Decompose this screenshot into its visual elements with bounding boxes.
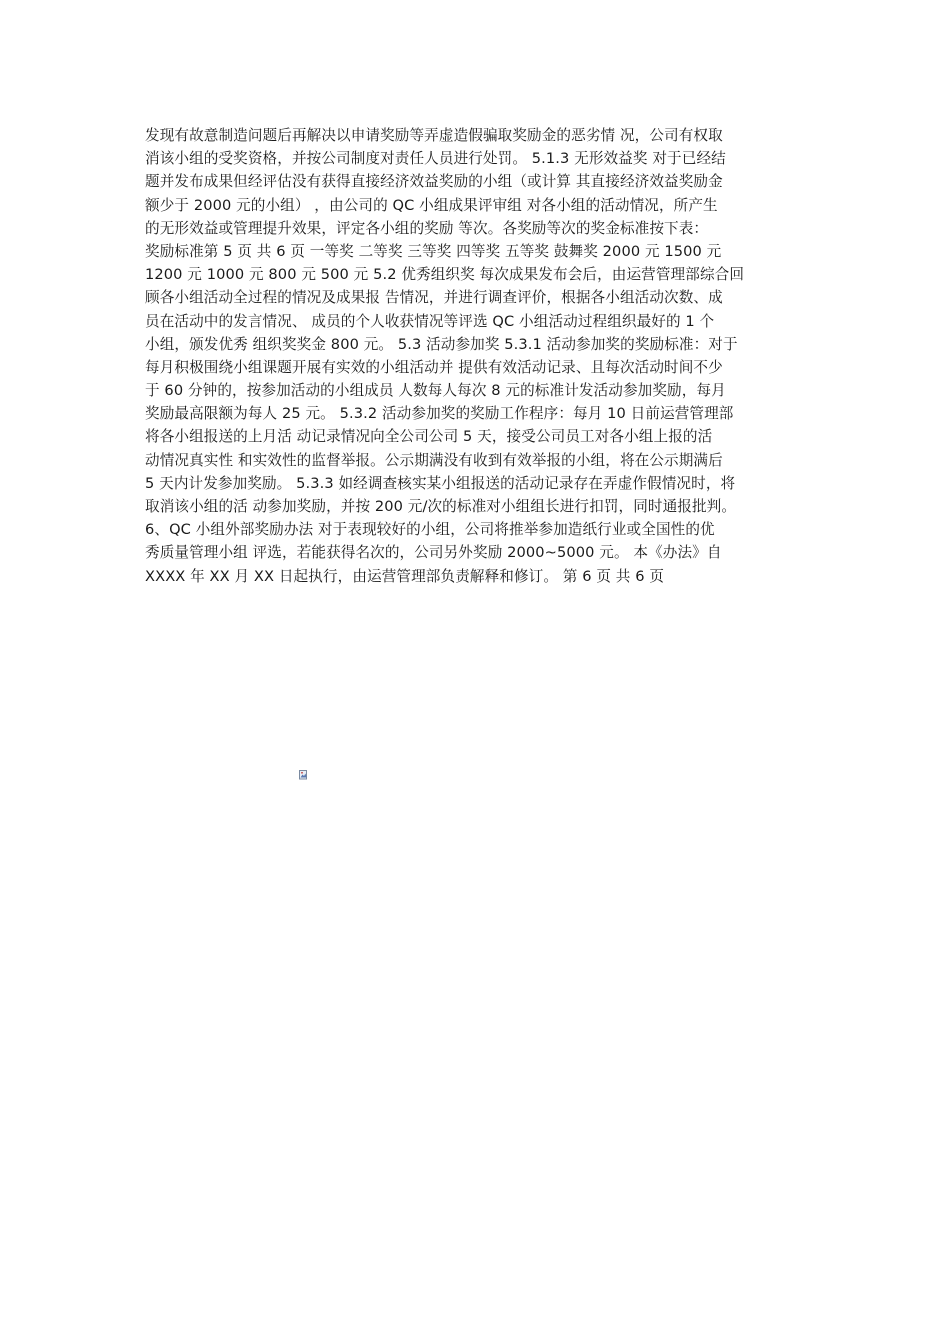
text-line: 于 60 分钟的，按参加活动的小组成员 人数每人每次 8 元的标准计发活动参加奖励，每月 xyxy=(145,382,726,400)
text-line: 顾各小组活动全过程的情况及成果报 告情况，并进行调查评价，根据各小组活动次数、成 xyxy=(145,289,723,307)
text-line: 小组，颁发优秀 组织奖奖金 800 元。 5.3 活动参加奖 5.3.1 活动参加奖的奖励标准：对于 xyxy=(145,335,738,353)
text-line: XXXX 年 XX 月 XX 日起执行，由运营管理部负责解释和修订。 第 6 页 共 6 页 xyxy=(145,567,665,585)
text-line: 5 天内计发参加奖励。 5.3.3 如经调查核实某小组报送的活动记录存在弄虚作假情况时，将 xyxy=(145,474,736,492)
text-line: 将各小组报送的上月活 动记录情况向全公司公司 5 天，接受公司员工对各小组上报的活 xyxy=(145,428,713,446)
text-line: 每月积极围绕小组课题开展有实效的小组活动并 提供有效活动记录、且每次活动时间不少 xyxy=(145,358,723,376)
text-line: 取消该小组的活 动参加奖励，并按 200 元/次的标准对小组组长进行扣罚，同时通报批判。 xyxy=(145,498,737,515)
text-line: 消该小组的受奖资格，并按公司制度对责任人员进行处罚。 5.1.3 无形效益奖 对于已经结 xyxy=(145,150,726,168)
text-line: 的无形效益或管理提升效果，评定各小组的奖励 等次。各奖励等次的奖金标准按下表： xyxy=(145,219,709,237)
text-line: 奖励标准第 5 页 共 6 页 一等奖 二等奖 三等奖 四等奖 五等奖 鼓舞奖 2000 元 1500 元 xyxy=(145,242,722,260)
text-line: 6、QC 小组外部奖励办法 对于表现较好的小组，公司将推举参加造纸行业或全国性的优 xyxy=(145,521,715,539)
text-line: 题并发布成果但经评估没有获得直接经济效益奖励的小组（或计算 其直接经济效益奖励金 xyxy=(145,173,723,191)
text-line: 奖励最高限额为每人 25 元。 5.3.2 活动参加奖的奖励工作程序：每月 10 日前运营管理部 xyxy=(145,405,734,423)
text-line: 额少于 2000 元的小组） ，由公司的 QC 小组成果评审组 对各小组的活动情况，所产生 xyxy=(145,196,718,214)
text-line: 秀质量管理小组 评选，若能获得名次的，公司另外奖励 2000~5000 元。 本《办法》自 xyxy=(145,544,722,562)
text-line: 发现有故意制造问题后再解决以申请奖励等弄虚造假骗取奖励金的恶劣情 况，公司有权取 xyxy=(145,127,723,144)
text-line: 1200 元 1000 元 800 元 500 元 5.2 优秀组织奖 每次成果发布会后，由运营管理部综合回 xyxy=(145,266,745,284)
text-line: 动情况真实性 和实效性的监督举报。公示期满没有收到有效举报的小组，将在公示期满后 xyxy=(145,451,723,469)
text-line: 员在活动中的发言情况、 成员的个人收获情况等评选 QC 小组活动过程组织最好的 1 个 xyxy=(145,312,715,330)
body-text xyxy=(145,124,825,588)
broken-image-icon xyxy=(299,770,308,780)
